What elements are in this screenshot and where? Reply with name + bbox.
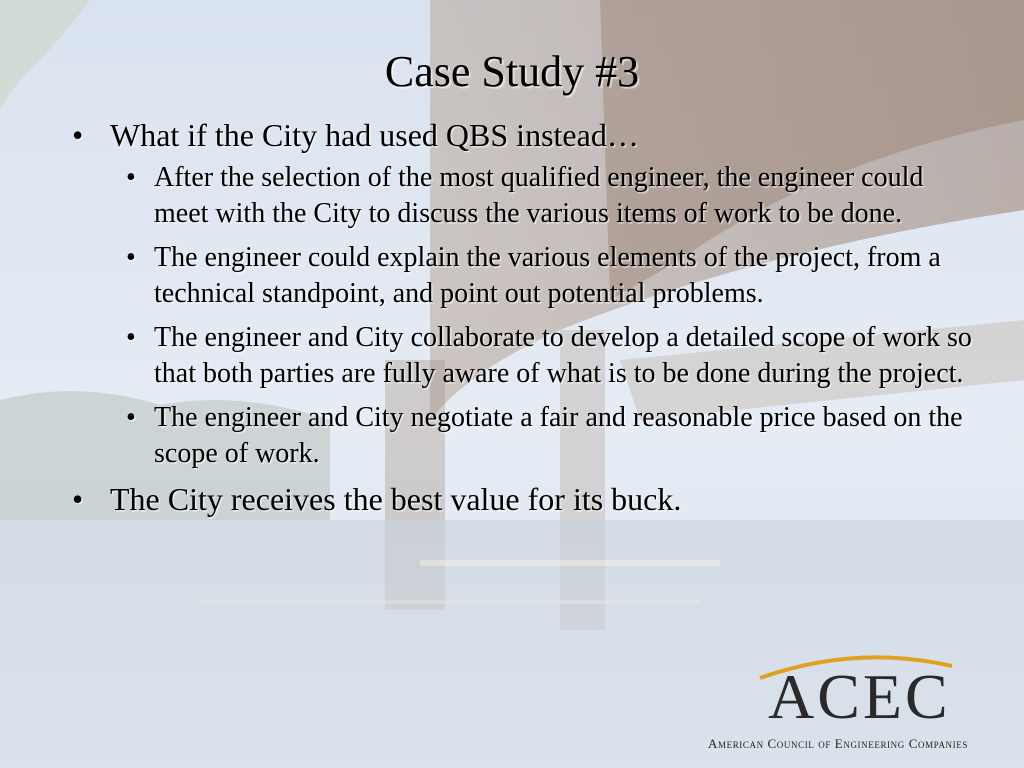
slide-title: Case Study #3 <box>384 47 640 96</box>
bullet-level1 <box>70 480 982 518</box>
bullet-marker: • <box>72 481 84 517</box>
bullet-marker: • <box>126 402 136 433</box>
bullet-marker: • <box>126 322 136 353</box>
bullet-level2 <box>70 240 982 312</box>
slide-content <box>70 116 982 524</box>
bullet-text: The City receives the best value for its buck. <box>110 481 682 517</box>
bullet-text: After the selection of the most qualified engineer, the engineer could meet with the City to discuss the various items of work to be done. <box>154 162 924 229</box>
bullet-marker: • <box>72 117 84 153</box>
bullet-level2 <box>70 160 982 232</box>
bullet-text: The engineer could explain the various elements of the project, from a technical standpoint, and point out potential problems. <box>154 242 941 309</box>
acec-logo <box>700 652 1016 760</box>
bullet-level1 <box>70 116 982 154</box>
bullet-marker: • <box>126 162 136 193</box>
logo-full-name: American Council of Engineering Companies <box>708 736 968 751</box>
bullet-marker: • <box>126 242 136 273</box>
bullet-text: The engineer and City collaborate to develop a detailed scope of work so that both parties are fully aware of what is to be done during the project. <box>154 322 972 389</box>
bullet-level2 <box>70 400 982 472</box>
bullet-level2 <box>70 320 982 392</box>
bullet-text: What if the City had used QBS instead… <box>110 117 639 153</box>
logo-wordmark: ACEC <box>768 661 951 732</box>
bullet-text: The engineer and City negotiate a fair and reasonable price based on the scope of work. <box>154 402 963 469</box>
